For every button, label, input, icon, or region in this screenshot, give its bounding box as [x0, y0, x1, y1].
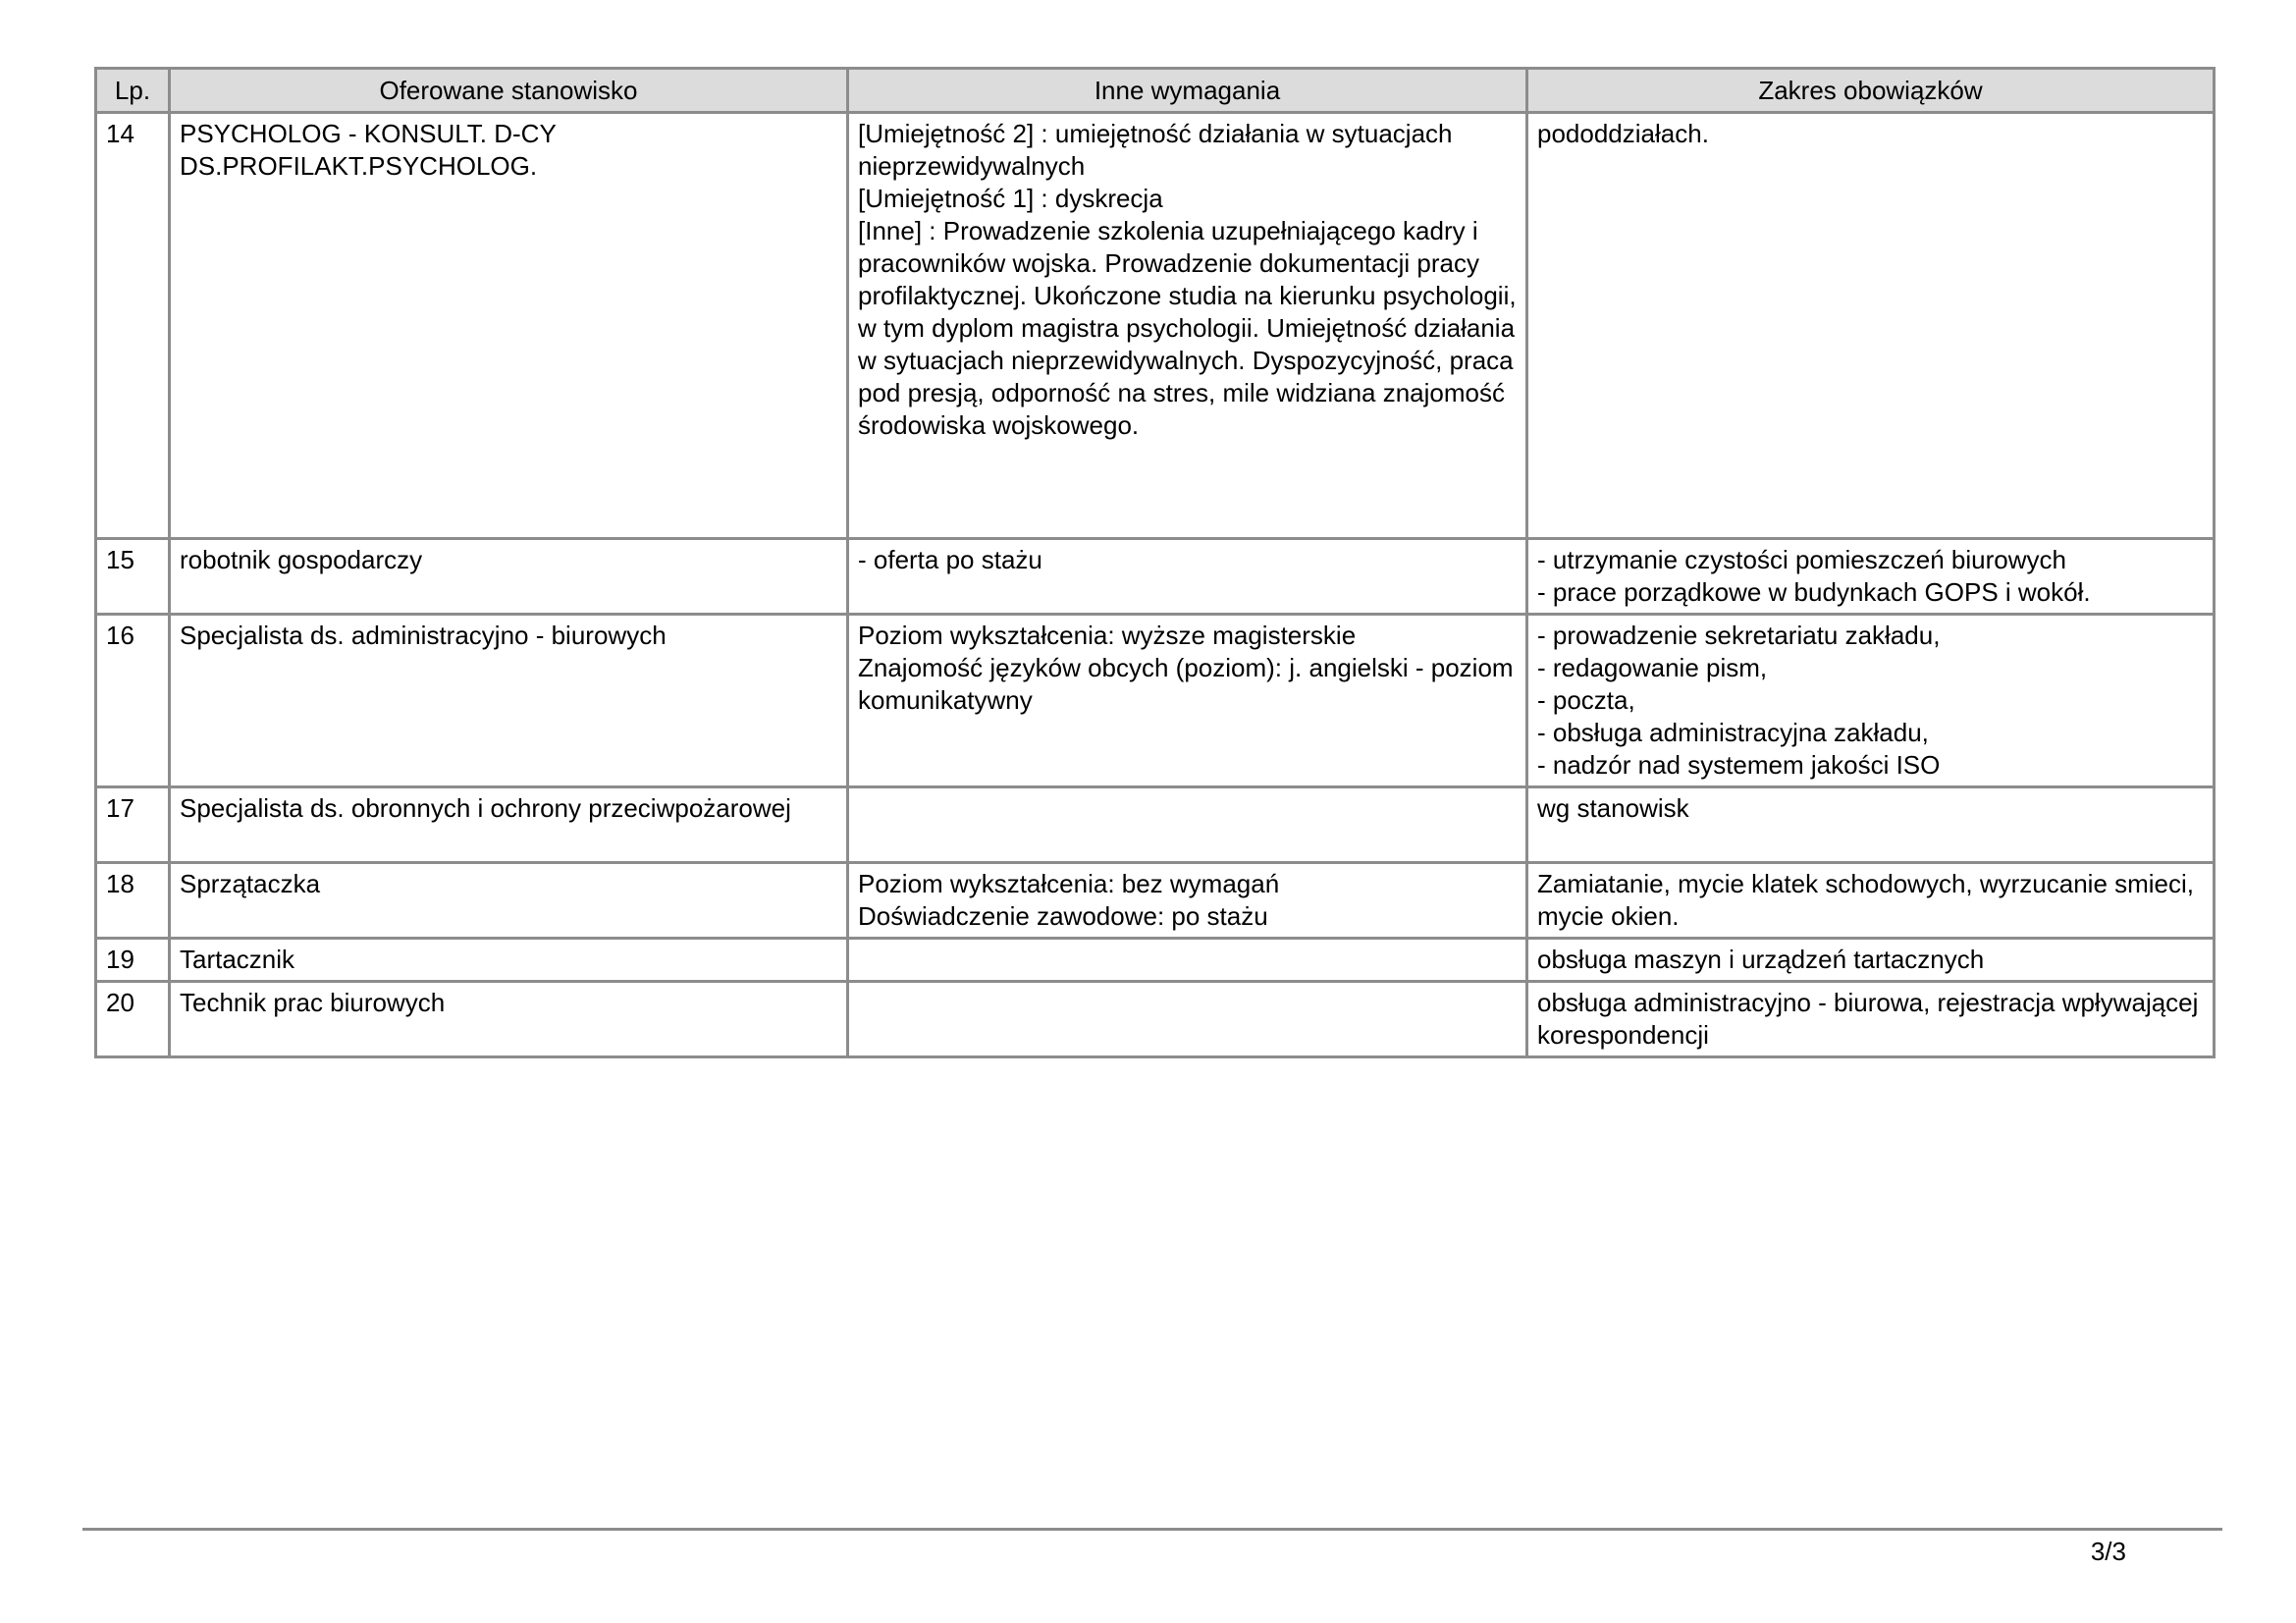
- cell-scope: [1527, 939, 2215, 982]
- cell-position: [170, 615, 848, 787]
- cell-requirements: [848, 982, 1527, 1057]
- position-line: Specjalista ds. obronnych i ochrony przeciwpożarowej: [180, 793, 791, 823]
- table-row: [96, 787, 2215, 863]
- requirement-line: Doświadczenie zawodowe: po stażu: [858, 901, 1268, 931]
- cell-position: [170, 939, 848, 982]
- cell-lp: 16: [96, 615, 170, 787]
- table-row: [96, 982, 2215, 1057]
- cell-scope: [1527, 113, 2215, 539]
- position-line: Sprzątaczka: [180, 869, 321, 898]
- scope-line: - utrzymanie czystości pomieszczeń biurowych: [1537, 545, 2066, 574]
- cell-requirements: [848, 939, 1527, 982]
- table-row: [96, 863, 2215, 939]
- cell-position: [170, 863, 848, 939]
- cell-requirements: [848, 113, 1527, 539]
- cell-scope: [1527, 615, 2215, 787]
- scope-line: obsługa administracyjno - biurowa, rejestracja wpływającej korespondencji: [1537, 988, 2199, 1050]
- cell-scope: [1527, 787, 2215, 863]
- scope-line: - poczta,: [1537, 685, 1635, 715]
- cell-requirements: [848, 615, 1527, 787]
- requirement-line: [Umiejętność 2] : umiejętność działania w sytuacjach nieprzewidywalnych: [858, 119, 1453, 181]
- table-row: [96, 939, 2215, 982]
- page-number: 3/3: [2090, 1537, 2126, 1566]
- requirement-line: [Inne] : Prowadzenie szkolenia uzupełniającego kadry i pracowników wojska. Prowadzenie dokumentacji pracy profilaktycznej. Ukończone studia na kierunku psychologii, w tym dyplom magistra psychologii. Umiejętność działania w sytuacjach nieprzewidywalnych. Dyspozycyjność, praca pod presją, odporność na stres, mile widziana znajomość środowiska wojskowego.: [858, 216, 1517, 440]
- scope-line: obsługa maszyn i urządzeń tartacznych: [1537, 945, 1985, 974]
- cell-position: [170, 113, 848, 539]
- scope-line: - obsługa administracyjna zakładu,: [1537, 718, 1929, 747]
- cell-requirements: [848, 539, 1527, 615]
- header-lp: Lp.: [96, 69, 170, 113]
- header-position: Oferowane stanowisko: [170, 69, 848, 113]
- position-line: Tartacznik: [180, 945, 295, 974]
- scope-line: - redagowanie pism,: [1537, 653, 1768, 682]
- cell-lp: 20: [96, 982, 170, 1057]
- footer-divider: [82, 1528, 2222, 1531]
- requirement-line: Poziom wykształcenia: wyższe magisterskie: [858, 621, 1357, 650]
- scope-line: - prace porządkowe w budynkach GOPS i wokół.: [1537, 577, 2091, 607]
- cell-requirements: [848, 863, 1527, 939]
- cell-scope: [1527, 539, 2215, 615]
- requirement-line: - oferta po stażu: [858, 545, 1042, 574]
- scope-line: pododdziałach.: [1537, 119, 1709, 148]
- table-row: [96, 539, 2215, 615]
- header-row: [96, 69, 2215, 113]
- cell-position: [170, 539, 848, 615]
- position-line: DS.PROFILAKT.PSYCHOLOG.: [180, 151, 538, 181]
- cell-position: [170, 787, 848, 863]
- table-row: [96, 615, 2215, 787]
- cell-scope: [1527, 863, 2215, 939]
- table-header: [96, 69, 2215, 113]
- position-line: PSYCHOLOG - KONSULT. D-CY: [180, 119, 557, 148]
- cell-scope: [1527, 982, 2215, 1057]
- table-body: [96, 113, 2215, 1057]
- requirement-line: Znajomość języków obcych (poziom): j. angielski - poziom komunikatywny: [858, 653, 1514, 715]
- header-requirements: Inne wymagania: [848, 69, 1527, 113]
- requirement-line: [Umiejętność 1] : dyskrecja: [858, 184, 1163, 213]
- job-offers-table: [94, 67, 2216, 1058]
- scope-line: Zamiatanie, mycie klatek schodowych, wyrzucanie smieci, mycie okien.: [1537, 869, 2195, 931]
- cell-lp: 17: [96, 787, 170, 863]
- requirement-line: Poziom wykształcenia: bez wymagań: [858, 869, 1280, 898]
- position-line: Specjalista ds. administracyjno - biurowych: [180, 621, 667, 650]
- cell-lp: 19: [96, 939, 170, 982]
- scope-line: - prowadzenie sekretariatu zakładu,: [1537, 621, 1941, 650]
- position-line: robotnik gospodarczy: [180, 545, 423, 574]
- cell-requirements: [848, 787, 1527, 863]
- cell-position: [170, 982, 848, 1057]
- scope-line: - nadzór nad systemem jakości ISO: [1537, 750, 1941, 780]
- cell-lp: 14: [96, 113, 170, 539]
- cell-lp: 15: [96, 539, 170, 615]
- scope-line: wg stanowisk: [1537, 793, 1689, 823]
- header-scope: Zakres obowiązków: [1527, 69, 2215, 113]
- table-row: [96, 113, 2215, 539]
- cell-lp: 18: [96, 863, 170, 939]
- position-line: Technik prac biurowych: [180, 988, 446, 1017]
